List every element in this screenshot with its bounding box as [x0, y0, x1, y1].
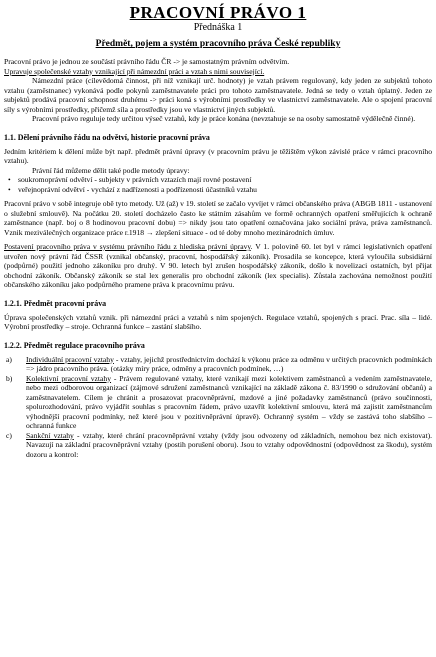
section-1-1-paragraph-history: Pracovní právo v sobě integruje obě tyto metody. Už (až) v 19. století se začalo vyvíjet v rámci občanského práva (ABGB 1811 - ustanovení o služební smlouvě). Na počátku 20. století docházelo často ke státním zásahům ve formě ochranných opatření směřujících k ochraně zaměstnance (např. boj o 8 hodinovou pracovní dobu) => nikdy jsou tato opatření označována jako sociální práva, práva zaměstnanců. Vznik meziválečných organizace práce r.1918 → zlepšení situace - od té doby mnoho mezinárodních úmluv.: [4, 199, 432, 237]
section-1-1-paragraph-2: Právní řád můžeme dělit také podle metody úpravy:: [32, 165, 190, 175]
item-lead: Sankční vztahy: [26, 430, 74, 440]
intro-paragraph-wage-labour: Námezdní práce (cílevědomá činnost, při níž vznikají urč. hodnoty) je vztah právem regulovaný, kdy jeden ze subjektů tohoto vztahu (zaměstnanec) vykonává podle pokynů zaměstnavatele práci pro tohoto zaměstnavatele. Jedná se tedy o vztah úplatný. Jeden ze subjektů prodává pracovní schopnost druhému -> práci koná s výrobními prostředky ve vlastnictví zaměstnavatele. Ale o spojení pracovní síly s výrobními prostředky, přičemž síla a prostředky jsou ve vlastnictví jiných subjektů.: [4, 76, 432, 114]
intro-line-1: Pracovní právo je jednou ze součástí právního řádu ČR -> je samostatným právním odvětvím.: [4, 57, 290, 66]
section-1-1-paragraph-1: Jedním kritériem k dělení může být např. předmět právní úpravy (v pracovním právu je těžištěm výkon závislé práce v rámci pracovního vztahu).: [4, 146, 432, 165]
lecture-number: Přednáška 1: [193, 22, 243, 33]
spacer: [4, 332, 432, 337]
section-heading-1-2-1: 1.2.1. Předmět pracovní práva: [4, 298, 107, 308]
bullet-icon: •: [8, 175, 11, 184]
section-1-1-paragraph-system: Postavení pracovního práva v systému právního řádu z hlediska právní úpravy. V 1. polovině 60. let byl v rámci legislativních opatření utvořen nový právní řád ČSSR (vznikal občanský, pracovní, hospodářský zákoník). Prosadila se koncepce, která vyloučila subsidiární (podpůrné) použití jednoho zákoníku pro druhý. V 90. letech byl zrušen hospodářský zákoník, došlo k novelizaci ostatních, byl přijat obchodní zákoník. Občanský zákoník se stal lex generalis pro obchodní zákoník (lex specialis). Zůstala zachována nemožnost použití občanského zákoníku jako podpůrného pramene práva k pracovnímu právu.: [4, 242, 432, 289]
spacer: [4, 124, 432, 129]
list-item: a) Individuální pracovní vztahy - vztahy, jejichž prostřednictvím dochází k výkonu práce za odměnu v určitých pracovních podmínkách => jádro pracovního práva. (otázky míry práce, odměny a pracovních podmínek, …): [6, 354, 432, 373]
list-item: • soukromoprávní odvětví - subjekty v právních vztazích mají rovné postavení: [8, 175, 252, 184]
underlined-lead: Postavení pracovního práva v systému právního řádu z hlediska právní úpravy: [4, 242, 251, 251]
bullet-icon: •: [8, 184, 11, 194]
item-lead: Individuální pracovní vztahy: [26, 354, 114, 364]
document-title: PRACOVNÍ PRÁVO 1: [129, 3, 307, 22]
list-marker: a): [6, 354, 12, 364]
intro-line-2: Upravuje společenské vztahy vznikající při námezdní práci a vztah s nimi související.: [4, 66, 265, 76]
section-heading-1-2-2: 1.2.2. Předmět regulace pracovního práva: [4, 340, 145, 350]
regulation-list: [4, 355, 432, 460]
list-item: • veřejnoprávní odvětví - vychází z nadřízenosti a podřízenosti účastníků vztahu: [8, 184, 257, 194]
section-1-2-1-paragraph: Úprava společenských vztahů vznik. při námezdní práci a vztahů s ním spojených. Regulace vztahů, spojených s prací. Prac. síla – lidé. Výrobní prostředky – stroje. Ochranná funkce – zastání slabšího.: [4, 312, 432, 331]
lecture-topic: Předmět, pojem a systém pracovního práva České republiky: [95, 39, 341, 49]
spacer: [4, 290, 432, 295]
intro-paragraph-scope: Pracovní právo reguluje tedy určitou výseč vztahů, kdy je práce konána (nevztahuje se na osoby samostatně výdělečně činné).: [32, 114, 416, 123]
item-lead: Kolektivní pracovní vztahy: [26, 373, 112, 383]
method-list: [4, 175, 432, 194]
list-item: c) Sankční vztahy - vztahy, které chrání pracovněprávní vztahy (vždy jsou odvozeny od základních, nemohou bez nich existovat). Navazují na základní pracovněprávní vztahy (postih porušení oboru). Jsou to vztahy odpovědnostní (odpovědnost za škodu), systém dozoru a kontrol:: [6, 430, 432, 459]
list-marker: c): [6, 430, 12, 440]
section-heading-1-1: 1.1. Dělení právního řádu na odvětví, historie pracovní práva: [4, 132, 210, 142]
list-marker: b): [6, 373, 13, 383]
list-item: b) Kolektivní pracovní vztahy - Právem regulované vztahy, které vznikají mezi kolektivem zaměstnanců a vedením zaměstnavatele, nebo mezi odborovou organizací (zájmové sdružení zaměstnanců vznikající na základě zákona č. 83/1990 o sdružování občanů) a zaměstnavatelem. Cílem je chránit a prosazovat pracovněprávní, mzdové a jiné požadavky zaměstnanců (právo součinnosti, spolurozhodování, právo vyjádřit souhlas s pracovním řádem, právo uzavřít kolektivní smlouvu, která má zajistit zaměstnancům výhodnější pracovní podmínky, než které jsou v pozitivněprávní úpravě). Ochranný systém – vždy se zastává toho slabšího – ochranná funkce: [6, 373, 432, 430]
